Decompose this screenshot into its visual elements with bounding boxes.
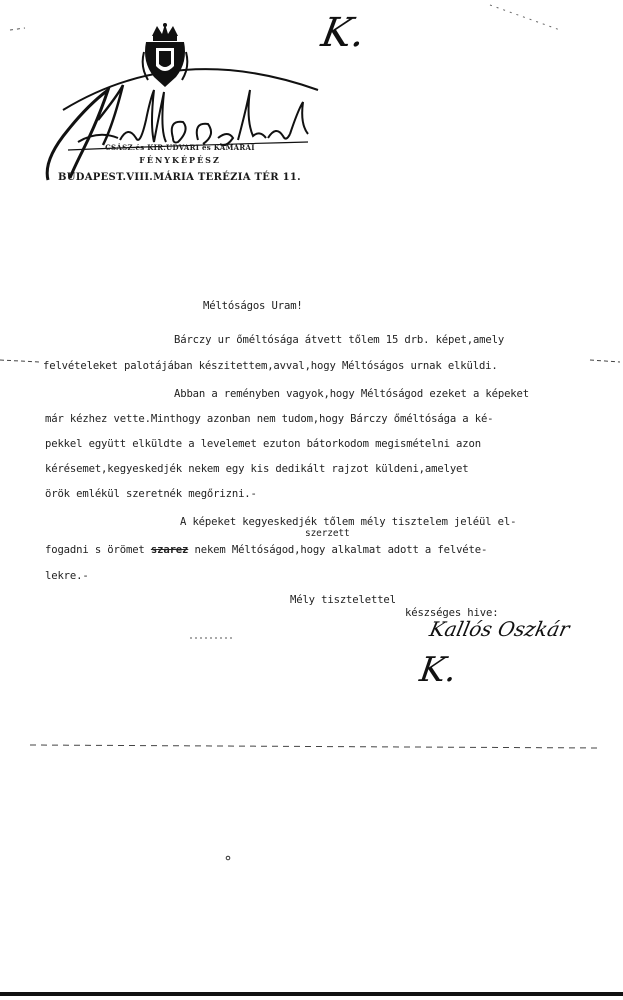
letter-line-6: kérésemet,kegyeskedjék nekem egy kis dedikált rajzot küldeni,amelyet [45,463,469,475]
letter-line-5: pekkel együtt elküldte a levelemet ezuton bátorkodom megismételni azon [45,438,481,450]
letter-line-9-end: nekem Méltóságod,hogy alkalmat adott a felvéte- [194,544,488,556]
letter-line-1: Bárczy ur őméltósága átvett tőlem 15 drb. képet,amely [174,334,505,346]
handwritten-mark-top: K. [317,10,369,56]
letter-line-9 [45,544,487,556]
letter-line-3: Abban a reményben vagyok,hogy Méltóságod ezeket a képeket [174,388,529,400]
letter-line-2: felvételeket palotájában készitettem,avval,hogy Méltóságos urnak elküldi. [43,360,498,372]
letter-line-9-start: fogadni s örömet [45,544,145,556]
salutation: Méltóságos Uram! [203,300,303,312]
letter-line-10: lekre.- [45,570,89,582]
closing-line: Mély tisztelettel [290,594,396,606]
kallos-oszkar-signature-logo [28,50,328,190]
handwritten-signature: Kallós Oszkár [427,617,572,641]
inserted-word: szerzett [305,528,350,539]
closing-line-2: készséges hive: [405,607,499,619]
letterhead-address: BUDAPEST.VIII.MÁRIA TERÉZIA TÉR 11. [58,172,301,183]
letterhead-profession: FÉNYKÉPÉSZ [139,155,221,165]
letter-line-8: A képeket kegyeskedjék tőlem mély tisztelem jeléül el- [180,516,517,528]
letterhead-title: CSÁSZ.és KIR.UDVARI és KAMARAI [105,143,255,152]
letter-line-4: már kézhez vette.Minthogy azonban nem tudom,hogy Bárczy őméltósága a ké- [45,413,494,425]
handwritten-mark-bottom: K. [417,650,460,690]
struck-word: szarez [150,544,189,556]
letter-line-7: örök emlékül szeretnék megőrizni.- [45,488,257,500]
